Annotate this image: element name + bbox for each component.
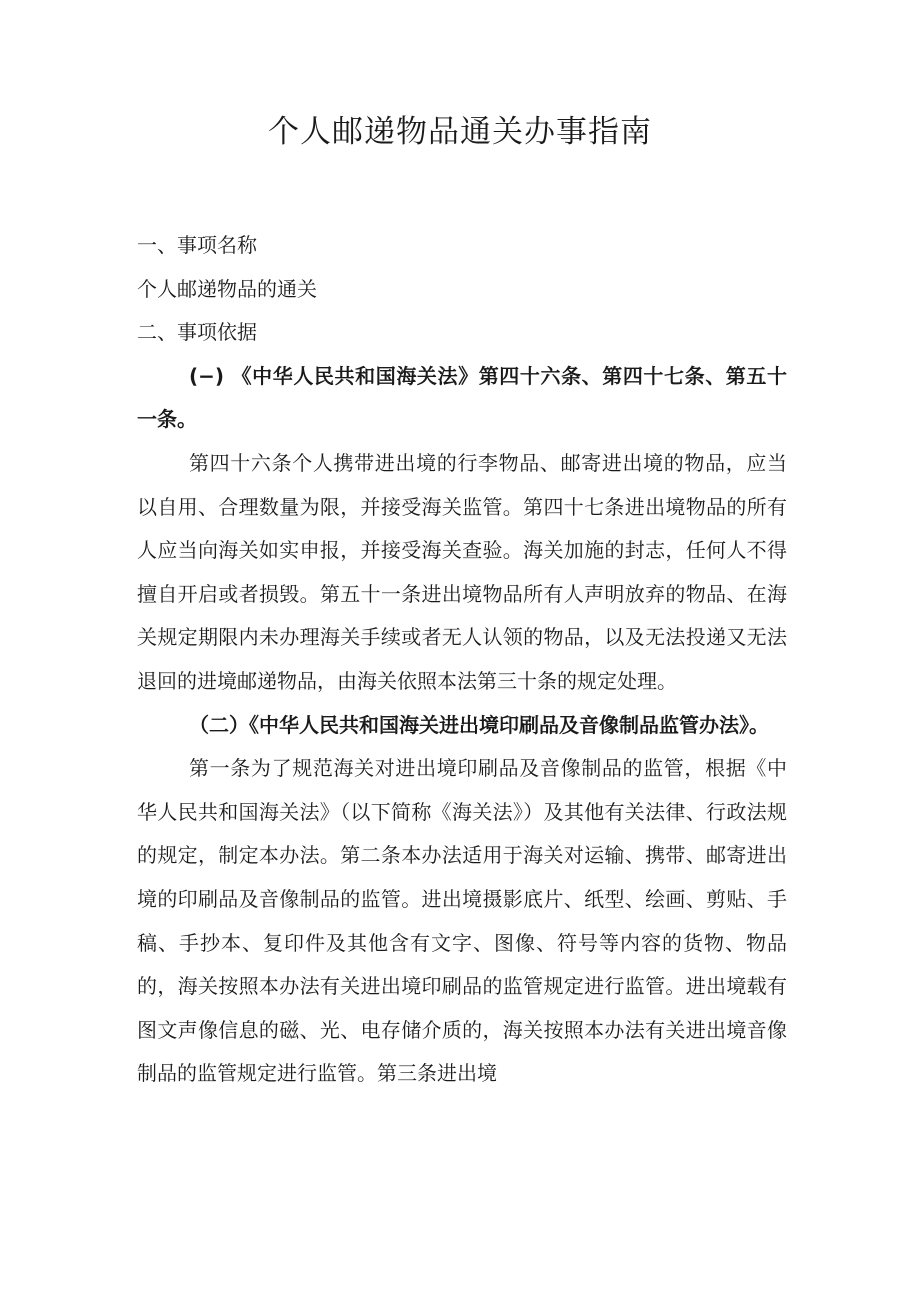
section-heading-basis: 二、事项依据: [137, 320, 257, 345]
section-heading-item-name: 一、事项名称: [137, 233, 257, 257]
document-body: [137, 224, 787, 1096]
law-1-heading: (−) 《中华人民共和国海关法》第四十六条、第四十七条、第五十一条。: [137, 363, 787, 432]
law-2-heading: （二）《中华人民共和国海关进出境印刷品及音像制品监管办法》。: [189, 712, 769, 737]
section-value-item-name: 个人邮递物品的通关: [137, 276, 317, 301]
law-2-body: 第一条为了规范海关对进出境印刷品及音像制品的监管，根据《中华人民共和国海关法》（以下简称《海关法》）及其他有关法律、行政法规的规定，制定本办法。第二条本办法适用于海关对运输、携带、邮寄进出境的印刷品及音像制品的监管。进出境摄影底片、纸型、绘画、剪贴、手稿、手抄本、复印件及其他含有文字、图像、符号等内容的货物、物品的，海关按照本办法有关进出境印刷品的监管规定进行监管。进出境载有图文声像信息的磁、光、电存储介质的，海关按照本办法有关进出境音像制品的监管规定进行监管。第三条进出境: [137, 756, 787, 1086]
document-title: 个人邮递物品通关办事指南: [268, 114, 652, 150]
law-1-body: 第四十六条个人携带进出境的行李物品、邮寄进出境的物品，应当以自用、合理数量为限，并接受海关监管。第四十七条进出境物品的所有人应当向海关如实申报，并接受海关查验。海关加施的封志，任何人不得擅自开启或者损毁。第五十一条进出境物品所有人声明放弃的物品、在海关规定期限内未办理海关手续或者无人认领的物品，以及无法投递又无法退回的进境邮递物品，由海关依照本法第三十条的规定处理。: [137, 450, 787, 693]
